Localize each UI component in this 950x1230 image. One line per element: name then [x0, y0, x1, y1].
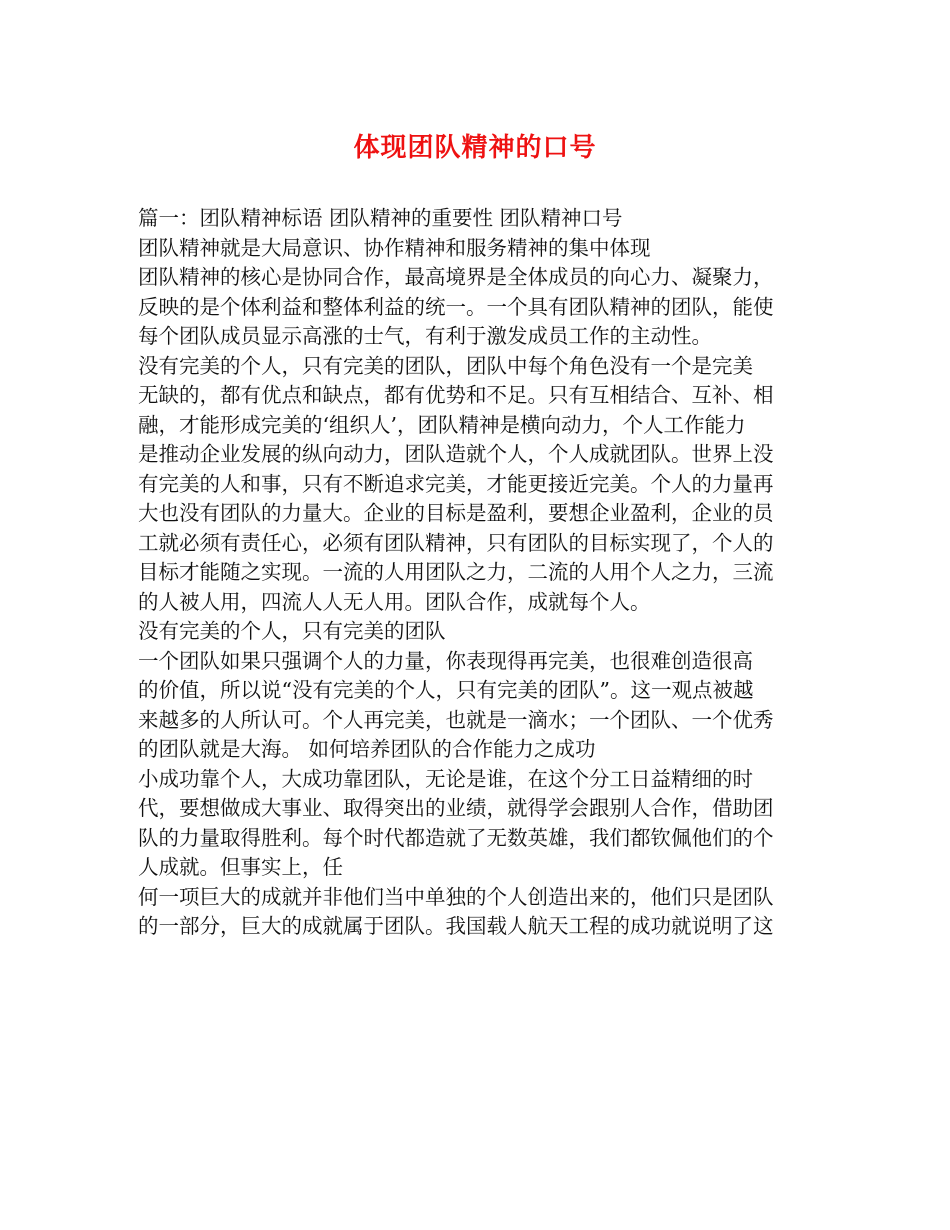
document-title: 体现团队精神的口号: [353, 133, 597, 163]
text-line: 目标才能随之实现。一流的人用团队之力，二流的人用个人之力，三流: [138, 560, 774, 584]
text-line: 没有完美的个人，只有完美的团队，团队中每个角色没有一个是完美: [138, 353, 753, 378]
text-line: 人成就。但事实上，任: [138, 855, 343, 879]
text-line: 代，要想做成大事业、取得突出的业绩，就得学会跟别人合作，借助团: [138, 796, 774, 820]
text-line: 每个团队成员显示高涨的士气，有利于激发成员工作的主动性。: [138, 324, 712, 348]
text-line: 的一部分，巨大的成就属于团队。我国载人航天工程的成功就说明了这: [138, 914, 774, 938]
text-line: 没有完美的个人，只有完美的团队: [138, 619, 446, 643]
text-line: 大也没有团队的力量大。企业的目标是盈利，要想企业盈利，企业的员: [138, 501, 774, 525]
text-line: 的价值，所以说“没有完美的个人，只有完美的团队”。这一观点被越: [138, 678, 754, 702]
text-line: 队的力量取得胜利。每个时代都造就了无数英雄，我们都钦佩他们的个: [138, 825, 774, 850]
text-line: 一个团队如果只强调个人的力量，你表现得再完美，也很难创造很高: [138, 648, 753, 673]
text-line: 工就必须有责任心，必须有团队精神，只有团队的目标实现了，个人的: [138, 530, 774, 555]
text-line: 反映的是个体利益和整体利益的统一。一个具有团队精神的团队，能使: [138, 294, 774, 319]
text-line: 团队精神就是大局意识、协作精神和服务精神的集中体现: [138, 235, 651, 260]
text-line: 的人被人用，四流人人无人用。团队合作，成就每个人。: [138, 589, 651, 614]
text-line: 无缺的，都有优点和缺点，都有优势和不足。只有互相结合、互补、相: [138, 383, 774, 407]
text-line: 来越多的人所认可。个人再完美，也就是一滴水；一个团队、一个优秀: [138, 707, 774, 732]
document-body: [138, 204, 828, 942]
text-line: 团队精神的核心是协同合作，最高境界是全体成员的向心力、凝聚力，: [138, 265, 774, 289]
text-line: 有完美的人和事，只有不断追求完美，才能更接近完美。个人的力量再: [138, 471, 774, 496]
text-line: 融，才能形成完美的‘组织人’，团队精神是横向动力，个人工作能力: [138, 412, 746, 437]
text-line: 篇一：团队精神标语 团队精神的重要性 团队精神口号: [138, 206, 623, 230]
text-line: 的团队就是大海。 如何培养团队的合作能力之成功: [138, 737, 596, 761]
text-line: 何一项巨大的成就并非他们当中单独的个人创造出来的，他们只是团队: [138, 884, 774, 909]
text-line: 是推动企业发展的纵向动力，团队造就个人，个人成就团队。世界上没: [138, 442, 774, 466]
text-line: 小成功靠个人，大成功靠团队，无论是谁，在这个分工日益精细的时: [138, 766, 753, 791]
